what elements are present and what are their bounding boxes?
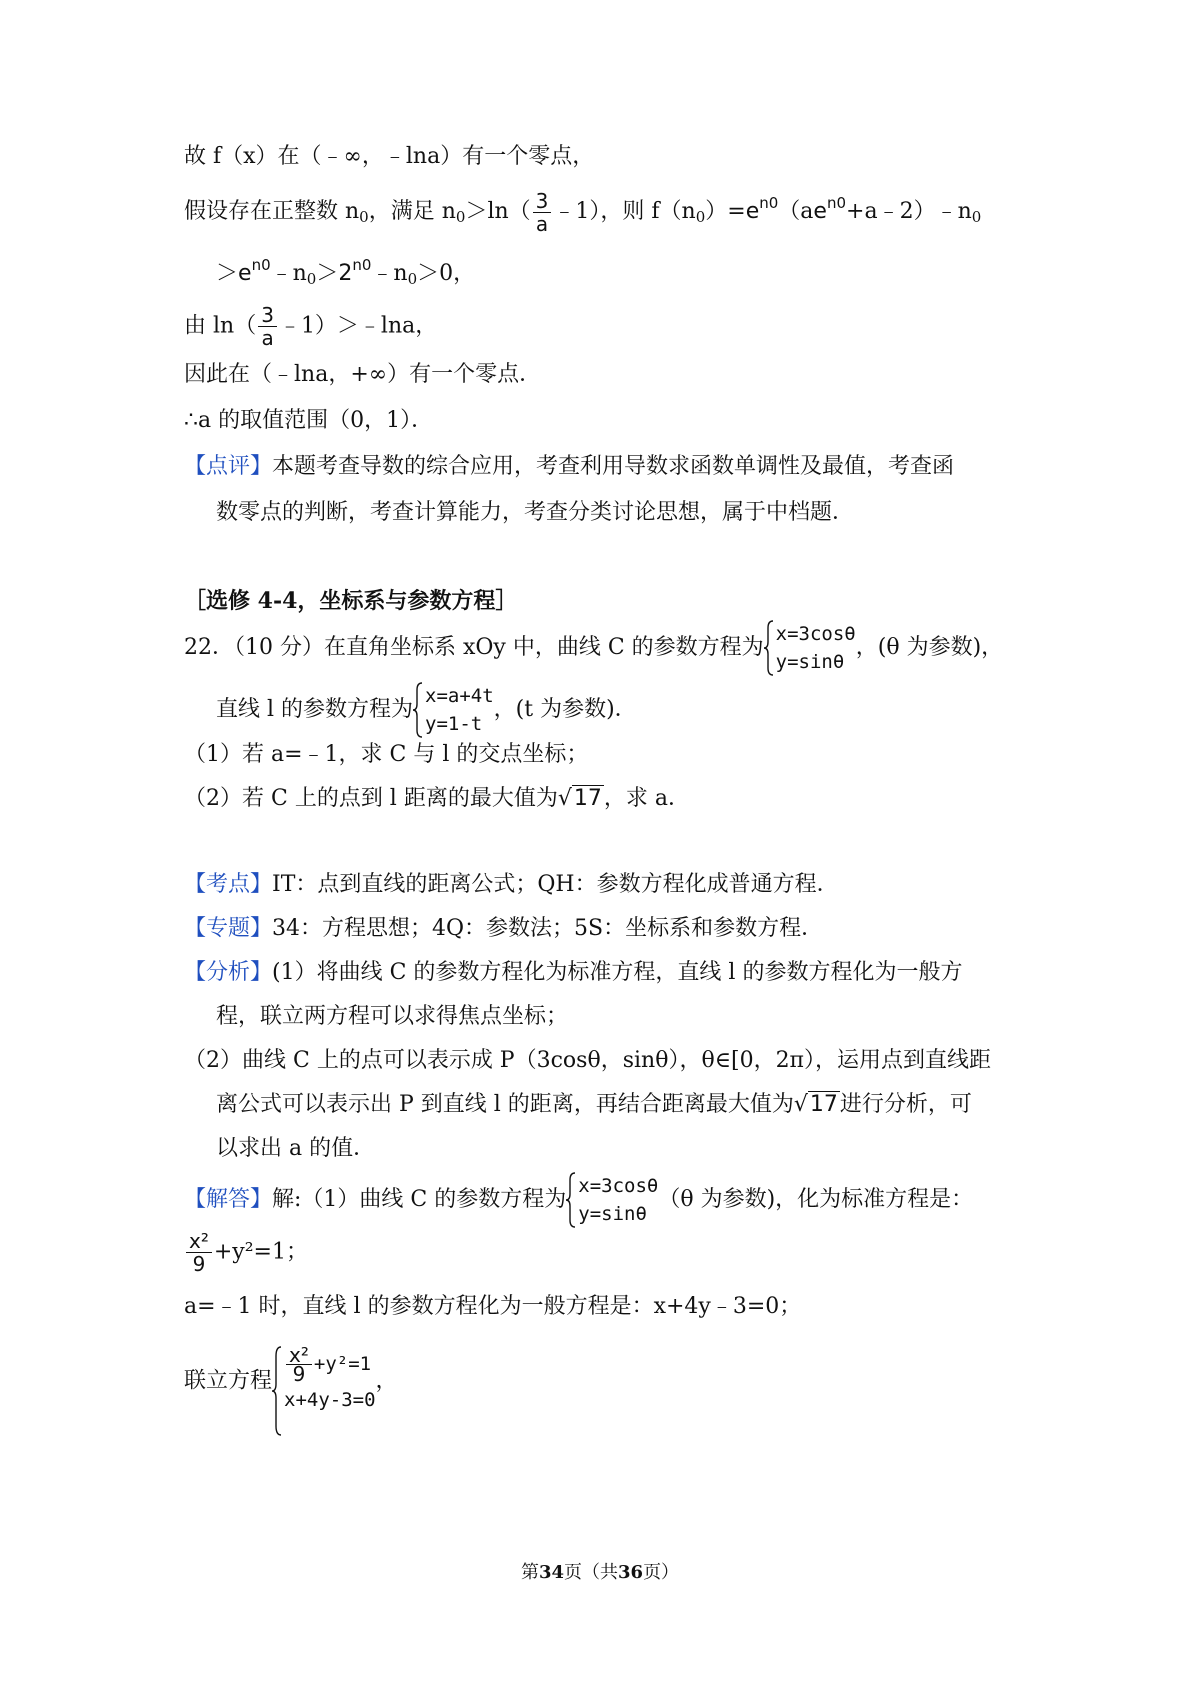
sqrt: √17 (557, 786, 602, 811)
equation-system: x=3cosθ y=sinθ (566, 1172, 658, 1228)
review-line: 数零点的判断，考查计算能力，考查分类讨论思想，属于中档题． (216, 500, 855, 525)
fraction: $\frac{3}{a}$ (533, 190, 552, 235)
jieda-tag: 【解答】 (184, 1187, 273, 1212)
fenxi-line: （2）曲线 C 上的点可以表示成 P（3cosθ，sinθ），θ∈[0，2π），运用点到直线距 (184, 1048, 992, 1073)
sqrt: √17 (793, 1092, 838, 1117)
fenxi-line: 【分析】(1）将曲线 C 的参数方程化为标准方程，直线 l 的参数方程化为一般方 (184, 960, 963, 985)
fenxi-line: 以求出 a 的值． (216, 1136, 376, 1161)
page-footer: 第34页（共36页） (520, 1562, 680, 1583)
fenxi-tag: 【分析】 (184, 960, 273, 985)
jieda-line: a=﹣1 时，直线 l 的参数方程化为一般方程是：x+4y﹣3=0； (184, 1294, 802, 1319)
zhuanti-line: 【专题】34：方程思想；4Q：参数法；5S：坐标系和参数方程． (184, 916, 824, 941)
question-line: 22．（10 分）在直角坐标系 xOy 中，曲线 C 的参数方程为 x=3cosθ y=sinθ ，(θ 为参数)， (184, 620, 1003, 676)
text-line: 假设存在正整数 $n_0$，满足 $n_0>\ln$（ $\frac{3}{a}$ ﹣1），则 $f(n_0)=e^{n0}(ae^{n0}+a﹣2)﹣n_0$ (184, 188, 982, 236)
text-line: 故 f（x）在（﹣∞，﹣lna）有一个零点， (184, 144, 595, 169)
question-line: 直线 l 的参数方程为 x=a+4t y=1-t ，(t 为参数)． (216, 682, 637, 738)
question-line: （1）若 a=﹣1，求 C 与 l 的交点坐标； (184, 742, 589, 767)
fraction: $\frac{\text{x²}}{9}$ (186, 1230, 212, 1275)
equation-system: x=3cosθ y=sinθ (764, 620, 856, 676)
equation-system: $\frac{\text{x²}}{9}$ +y²=1 x+4y-3=0 (272, 1346, 376, 1417)
fenxi-line: 离公式可以表示出 P 到直线 l 的距离，再结合距离最大值为√17进行分析，可 (216, 1090, 972, 1120)
kaodian-line: 【考点】IT：点到直线的距离公式；QH：参数方程化成普通方程． (184, 872, 839, 897)
section-heading: ［选修 4-4，坐标系与参数方程］ (184, 588, 518, 614)
question-line: （2）若 C 上的点到 l 距离的最大值为√17，求 a． (184, 784, 690, 814)
jieda-line: 联立方程 $\frac{\text{x²}}{9}$ +y²=1 x+4y-3=0 ， (184, 1346, 398, 1417)
fraction: $\frac{3}{a}$ (258, 304, 277, 349)
jieda-line: $\frac{\text{x²}}{9}$ +y²=1； (184, 1230, 308, 1275)
kaodian-tag: 【考点】 (184, 872, 273, 897)
review-tag: 【点评】 (184, 454, 273, 479)
equation-system: x=a+4t y=1-t (413, 682, 494, 738)
jieda-line: 【解答】解:（1）曲线 C 的参数方程为 x=3cosθ y=sinθ （θ 为参数)，化为标准方程是： (184, 1172, 973, 1228)
zhuanti-tag: 【专题】 (184, 916, 273, 941)
review-line: 【点评】本题考查导数的综合应用，考查利用导数求函数单调性及最值，考查函 (184, 454, 955, 479)
text-line: 因此在（﹣lna，+∞）有一个零点． (184, 362, 542, 387)
fenxi-line: 程，联立两方程可以求得焦点坐标； (216, 1004, 569, 1029)
text-line: $>e^{n0}﹣n_0>2^{n0}﹣n_0>0$， (216, 256, 476, 288)
text-line: 由 ln（ $\frac{3}{a}$ ﹣1）＞﹣lna， (184, 303, 438, 350)
text-line: ∴a 的取值范围（0，1）． (184, 408, 434, 433)
